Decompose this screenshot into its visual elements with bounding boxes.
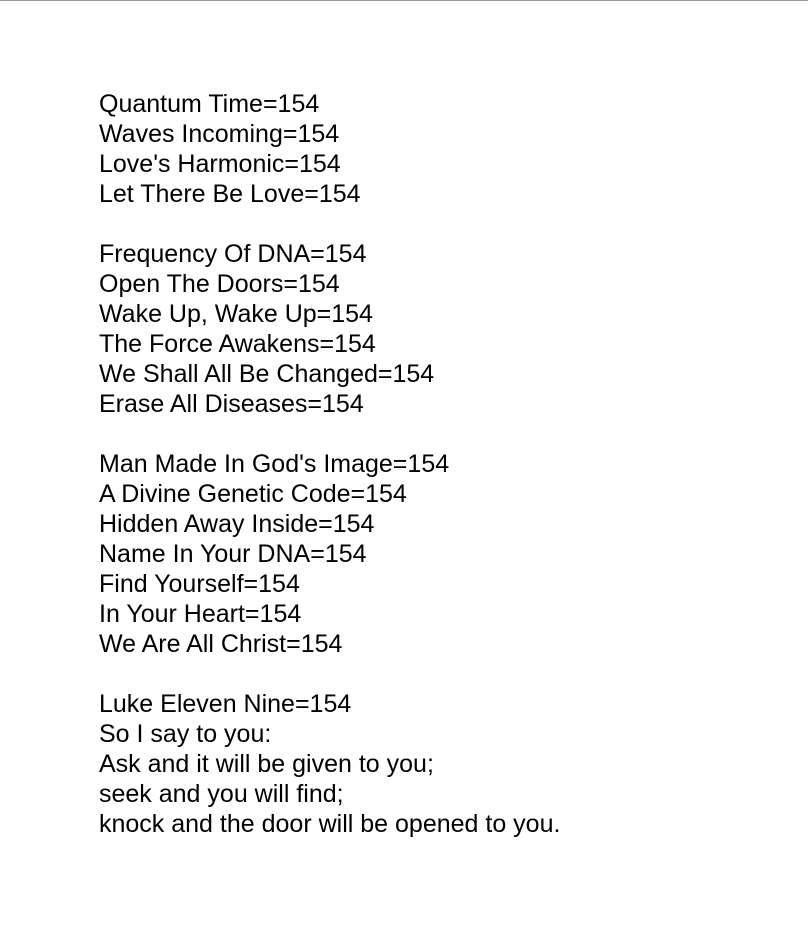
stanza-1 <box>99 89 560 209</box>
poem-line: Open The Doors=154 <box>99 270 340 298</box>
poem-text <box>99 89 560 839</box>
poem-line: Waves Incoming=154 <box>99 120 340 148</box>
poem-line: Erase All Diseases=154 <box>99 390 364 418</box>
poem-line: The Force Awakens=154 <box>99 330 376 358</box>
poem-line: seek and you will find; <box>99 780 344 808</box>
poem-line: Hidden Away Inside=154 <box>99 510 375 538</box>
stanza-3 <box>99 449 560 659</box>
poem-line: Love's Harmonic=154 <box>99 150 341 178</box>
poem-line: Name In Your DNA=154 <box>99 540 367 568</box>
poem-line: Quantum Time=154 <box>99 90 320 118</box>
poem-line: We Are All Christ=154 <box>99 630 343 658</box>
poem-line: knock and the door will be opened to you. <box>99 810 561 838</box>
poem-line: So I say to you: <box>99 720 272 748</box>
poem-line: Frequency Of DNA=154 <box>99 240 367 268</box>
poem-line: In Your Heart=154 <box>99 600 302 628</box>
poem-line: Let There Be Love=154 <box>99 180 361 208</box>
poem-line: Wake Up, Wake Up=154 <box>99 300 373 328</box>
poem-line: A Divine Genetic Code=154 <box>99 480 407 508</box>
poem-line: Ask and it will be given to you; <box>99 750 434 778</box>
poem-line: We Shall All Be Changed=154 <box>99 360 435 388</box>
poem-line: Luke Eleven Nine=154 <box>99 690 352 718</box>
stanza-4 <box>99 689 560 839</box>
stanza-2 <box>99 239 560 419</box>
poem-line: Find Yourself=154 <box>99 570 300 598</box>
poem-line: Man Made In God's Image=154 <box>99 450 450 478</box>
